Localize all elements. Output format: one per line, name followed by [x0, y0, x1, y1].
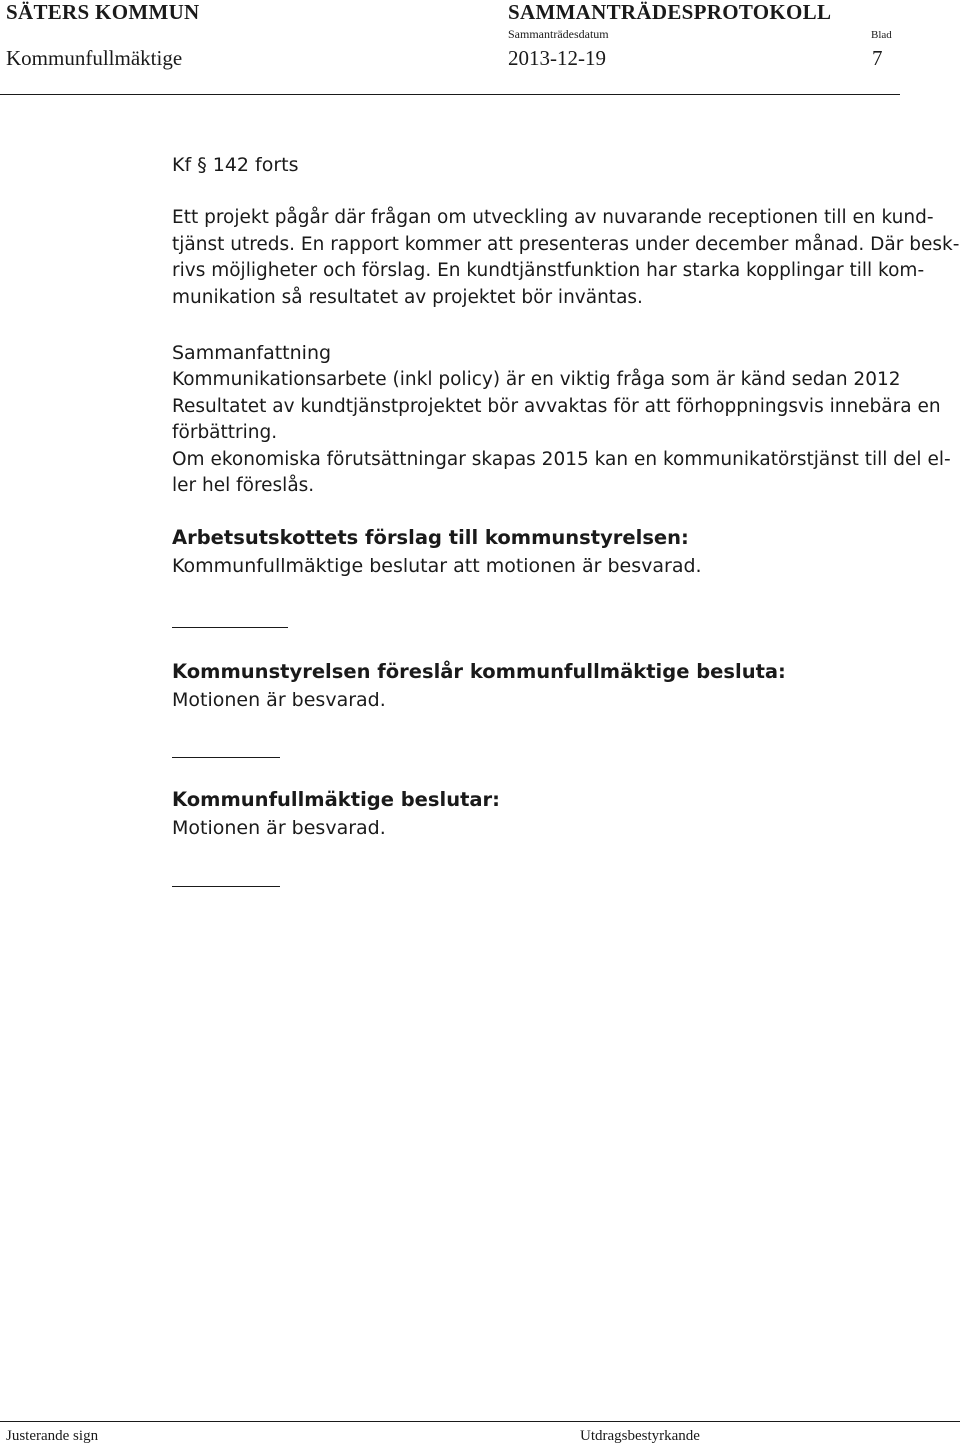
- intro-line: munikation så resultatet av projektet bör inväntas.: [172, 286, 643, 308]
- kf-heading: Kommunfullmäktige beslutar:: [172, 788, 500, 811]
- separator-line: [172, 886, 280, 887]
- summary-line: Resultatet av kundtjänstprojektet bör avvaktas för att förhoppningsvis innebära en: [172, 395, 941, 417]
- footer-rule: [0, 1421, 960, 1422]
- footer-justerande: Justerande sign: [6, 1428, 99, 1444]
- summary-line: Om ekonomiska förutsättningar skapas 2015 kan en kommunikatörstjänst till del el-: [172, 448, 951, 470]
- summary-line: förbättring.: [172, 422, 278, 443]
- header-rule: [0, 94, 900, 95]
- intro-line: tjänst utreds. En rapport kommer att presenteras under december månad. Där besk-: [172, 233, 960, 255]
- page-label: Blad: [871, 29, 892, 41]
- intro-line: Ett projekt pågår där frågan om utveckling av nuvarande receptionen till en kund-: [172, 207, 934, 228]
- document-type: SAMMANTRÄDESPROTOKOLL: [508, 0, 832, 24]
- intro-paragraph: [172, 205, 960, 311]
- footer-utdragsbestyrkande: Utdragsbestyrkande: [580, 1428, 700, 1444]
- org-name: SÄTERS KOMMUN: [6, 0, 200, 24]
- date-label: Sammanträdesdatum: [508, 27, 609, 41]
- section-ref: Kf § 142 forts: [172, 154, 299, 176]
- kf-text: Motionen är besvarad.: [172, 817, 386, 839]
- page-number: 7: [872, 46, 883, 70]
- summary-heading: Sammanfattning: [172, 342, 332, 364]
- body-name: Kommunfullmäktige: [6, 46, 183, 70]
- intro-line: rivs möjligheter och förslag. En kundtjänstfunktion har starka kopplingar till kom-: [172, 260, 925, 281]
- separator-line: [172, 627, 288, 628]
- separator-line: [172, 757, 280, 758]
- summary-line: Kommunikationsarbete (inkl policy) är en viktig fråga som är känd sedan 2012: [172, 369, 901, 390]
- ks-text: Motionen är besvarad.: [172, 689, 386, 711]
- meeting-date: 2013-12-19: [508, 46, 606, 70]
- ks-heading: Kommunstyrelsen föreslår kommunfullmäktige besluta:: [172, 660, 786, 683]
- au-heading: Arbetsutskottets förslag till kommunstyrelsen:: [172, 526, 689, 549]
- summary-line: ler hel föreslås.: [172, 475, 315, 496]
- summary-paragraph: [172, 367, 951, 500]
- au-text: Kommunfullmäktige beslutar att motionen är besvarad.: [172, 555, 702, 577]
